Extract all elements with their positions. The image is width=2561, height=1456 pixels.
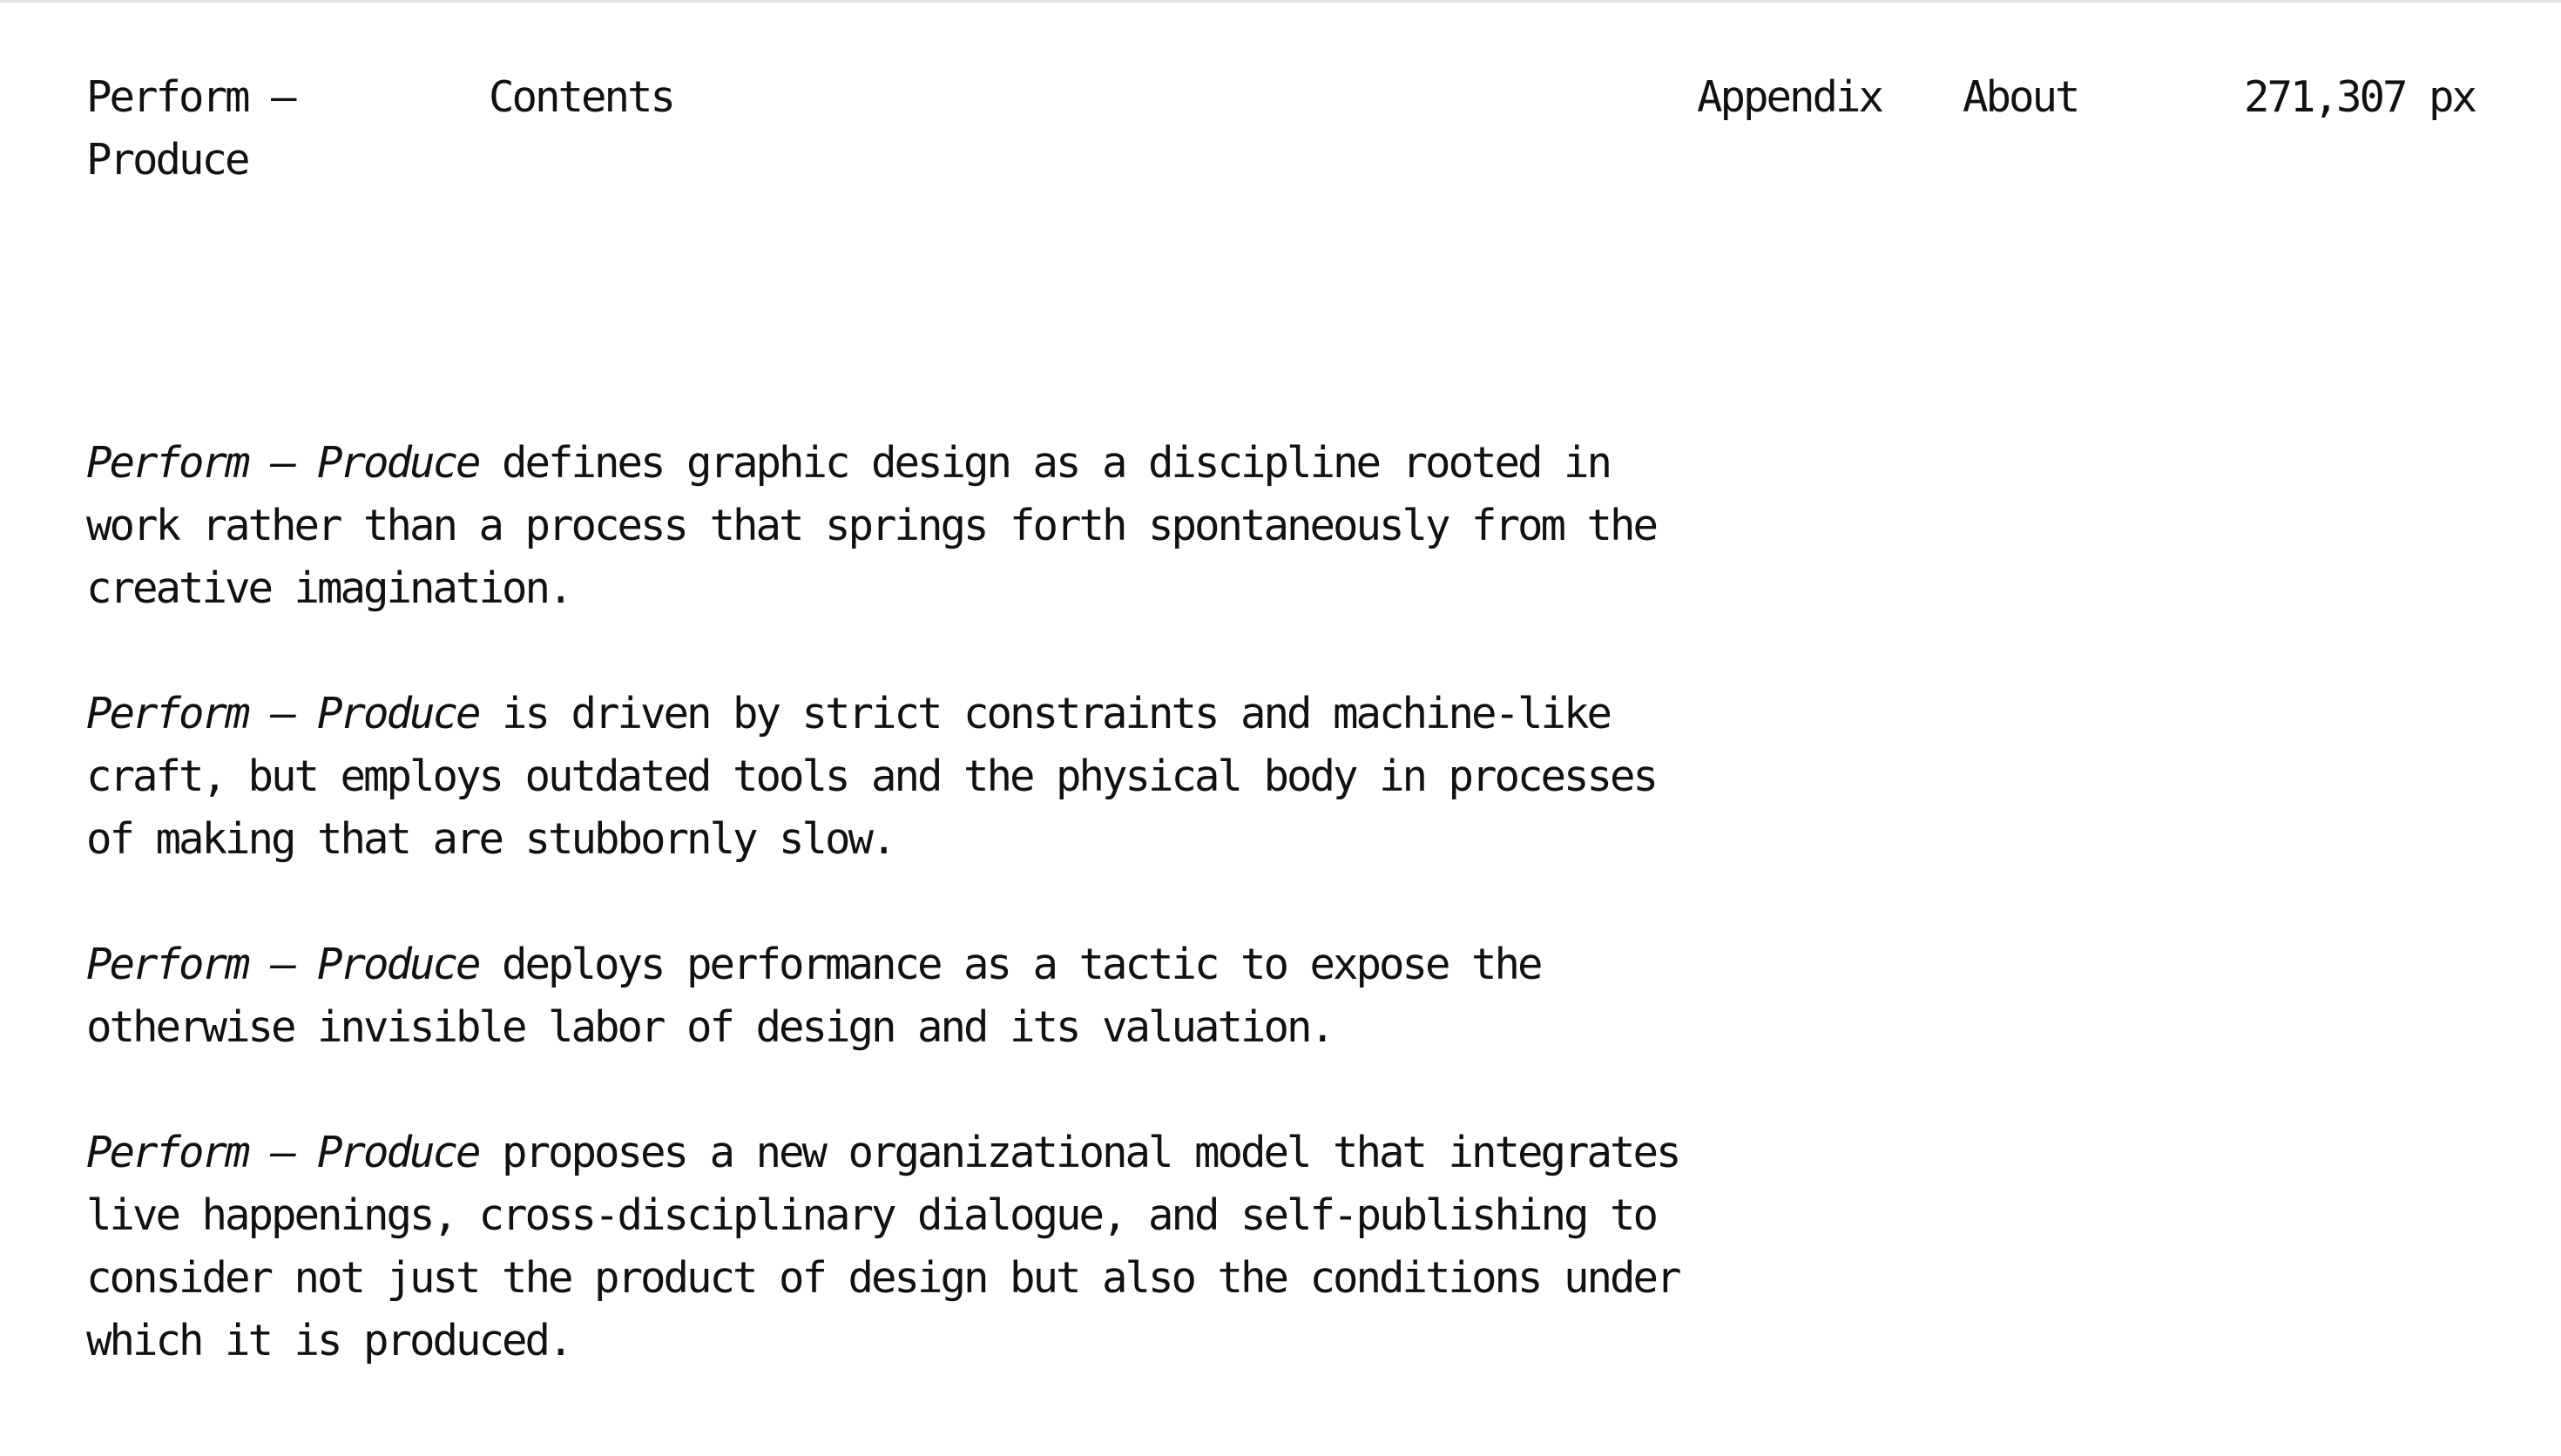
paragraph-lead-title: Perform – Produce (86, 438, 479, 488)
paragraph-body: proposes a new organizational model that integrates live happenings, cross-disciplinary dialogue, and self-publishing to consider not just the product of design but also the conditions under which it is produced. (86, 1128, 1679, 1365)
paragraph-lead-title: Perform – Produce (86, 1128, 479, 1177)
paragraph-body: is driven by strict constraints and machine-like craft, but employs outdated tools and the physical body in processes of making that are stubbornly slow. (86, 689, 1657, 864)
site-title-link[interactable]: Perform – Produce (86, 72, 294, 185)
paragraph-lead-title: Perform – Produce (86, 689, 479, 738)
nav-contents-link[interactable]: Contents (489, 72, 674, 122)
paragraph-lead-title: Perform – Produce (86, 940, 479, 989)
paragraph-body: defines graphic design as a discipline rooted in work rather than a process that springs forth spontaneously from the creative imagination. (86, 438, 1657, 613)
intro-paragraph-2 (86, 683, 1724, 871)
nav-about-link[interactable]: About (1963, 72, 2078, 122)
site-header (0, 66, 2561, 206)
intro-paragraph-3 (86, 934, 1724, 1059)
intro-paragraph-1 (86, 432, 1724, 620)
intro-text (86, 432, 1724, 1435)
paragraph-body: deploys performance as a tactic to expose the otherwise invisible labor of design and its valuation. (86, 940, 1541, 1052)
nav-appendix-link[interactable]: Appendix (1697, 72, 1882, 122)
intro-paragraph-4 (86, 1122, 1724, 1372)
scroll-position-readout: 271,307 px (2243, 72, 2475, 122)
top-border (0, 0, 2561, 3)
